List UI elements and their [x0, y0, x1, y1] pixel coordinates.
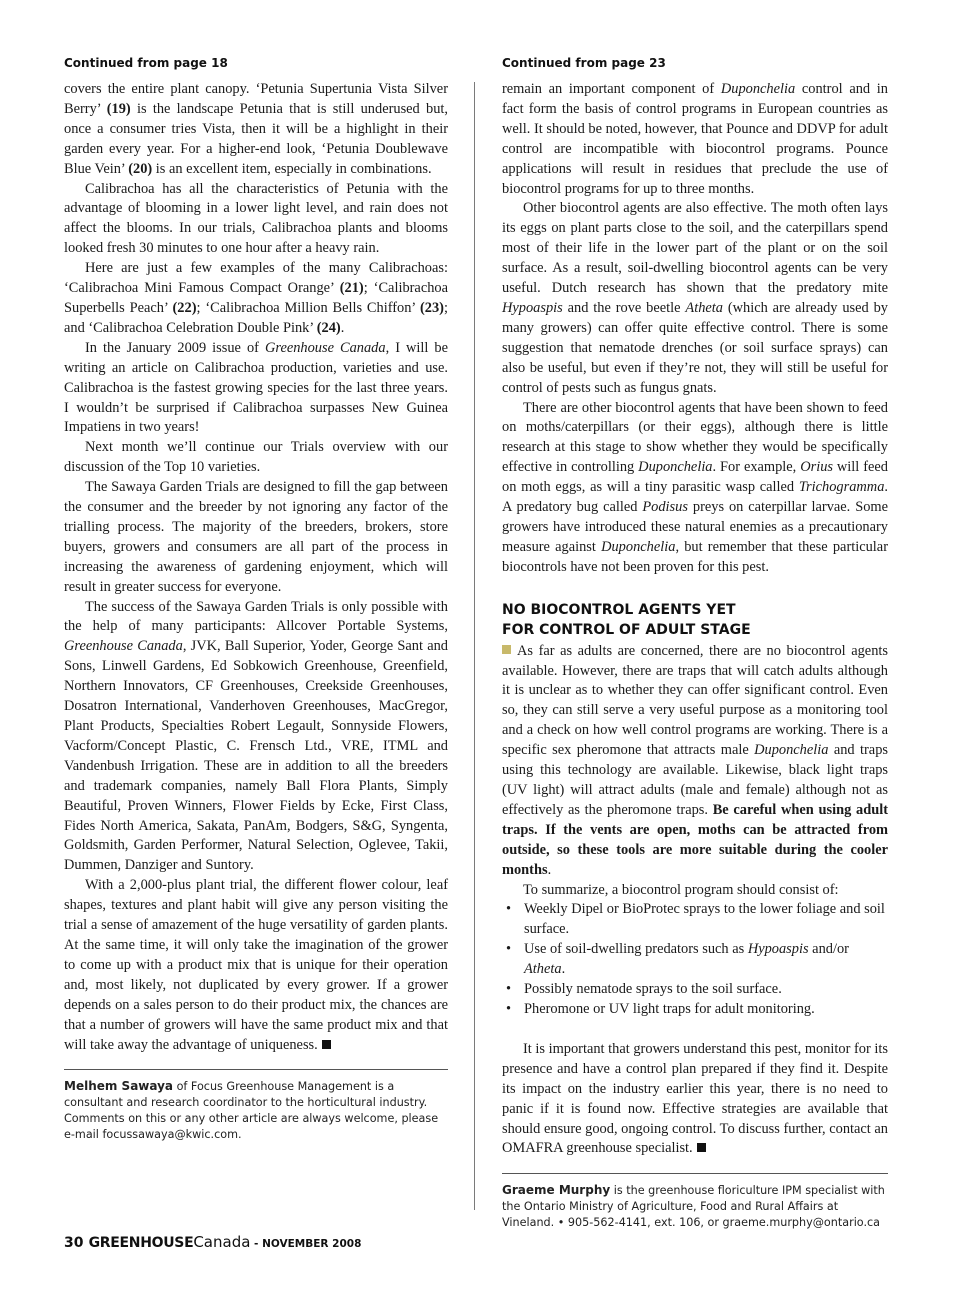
author-bio: Melhem Sawaya of Focus Greenhouse Management is a consultant and research coordinator to the horticultural industry. Comments on this or any other article are always welcome, please e-mail focussawaya@kwic.com.: [64, 1079, 439, 1142]
section-heading-line: NO BIOCONTROL AGENTS YET: [502, 601, 736, 618]
paragraph: Calibrachoa has all the characteristics of Petunia with the advantage of blooming in a lower light level, and rain does not affect the blooms. In our trials, Calibrachoa plants and blooms looked fresh 30 minutes to one hour after a heavy rain.: [64, 180, 448, 257]
paragraph: There are other biocontrol agents that have been shown to feed on moths/caterpillars (or their eggs), although there is little research at this stage to show whether they would be specifically effective in controlling Duponchelia. For example, Orius will feed on moth eggs, as will a tiny parasitic wasp called Trichogramma. A predatory bug called Podisus preys on caterpillar larvae. Some growers have introduced these natural enemies as a precautionary measure against Duponchelia, but remember that these particular biocontrols have not been proven for this pest.: [502, 399, 888, 575]
left-column: [64, 56, 448, 1143]
paragraph: The success of the Sawaya Garden Trials is only possible with the help of many participants: Allcover Portable Systems, Greenhouse Canada, JVK, Ball Superior, Yoder, George Sant and Sons, Linwell Gardens, Ed Sobkowich Greenhouse, Greenfield, Northern Innovators, CF Greenhouses, Creekside Greenhouses, Dosatron International, Vanderhoven Greenhouses, MacGregor, Plant Products, Specialties Robert Legault, Sonnyside Flowers, Vacform/Concept Plastic, C. Frensch Ltd., VRE, ITML and Vandenbush Irrigation. These are in addition to all the breeders and trademark companies, namely Ball Flora Plants, Simply Beautiful, Proven Winners, Flower Fields by Ecke, First Class, Fides North America, Sakata, PanAm, Bodgers, S&G, Syngenta, Goldsmith, Garden Performer, Natural Selection, Oglevee, Takii, Dummen, Danziger and Suntory.: [64, 598, 448, 874]
list-item: • Possibly nematode sprays to the soil surface.: [502, 980, 888, 1000]
right-column: [502, 56, 888, 1231]
section-heading-line: FOR CONTROL OF ADULT STAGE: [502, 621, 751, 638]
paragraph: Here are just a few examples of the many Calibrachoas: ‘Calibrachoa Mini Famous Compact Orange’ (21); ‘Calibrachoa Superbells Peach’ (22); ‘Calibrachoa Million Bells Chiffon’ (23); and ‘Calibrachoa Celebration Double Pink’ (24).: [64, 260, 448, 336]
author-bio: Graeme Murphy is the greenhouse floriculture IPM specialist with the Ontario Ministry of Agriculture, Food and Rural Affairs at Vineland. • 905-562-4141, ext. 106, or graeme.murphy@ontario.ca: [502, 1183, 885, 1230]
section-marker-icon: [502, 645, 511, 654]
column-divider: [474, 82, 475, 1210]
bullet-icon: •: [506, 901, 512, 918]
paragraph: With a 2,000-plus plant trial, the different flower colour, leaf shapes, textures and plant habit will give any person visiting the trial a sense of amazement of the huge versatility of garden plants. At the same time, it will only take the imagination of the grower to come up with a product mix that is unique for their operation and, most likely, not duplicated by every grower. If a grower depends on a sales person to do their product mix, the chances are that a number of growers will have the same product mix and that will take away the advantage of uniqueness.: [64, 877, 448, 1053]
paragraph: In the January 2009 issue of Greenhouse Canada, I will be writing an article on Calibrachoa production, varieties and use. Calibrachoa is the fastest growing species for the last three years. I wouldn’t be surprised if Calibrachoa surpasses New Guinea Impatiens in two years!: [64, 339, 448, 436]
magazine-name: GREENHOUSE: [88, 1235, 194, 1251]
paragraph: As far as adults are concerned, there are no biocontrol agents available. However, there are traps that will catch adults although it is unclear as to whether they can offer significant control. Even so, they can still serve a very useful purpose as a monitoring tool and a check on how well control programs are working. There is a specific sex pheromone that attracts male Duponchelia and traps using this technology are available. Likewise, black light traps (UV light) will attract adults (male and female) although not as effectively as the pheromone traps. Be careful when using adult traps. If the vents are open, moths can be attracted from outside, so these tools are more suitable during the cooler months.: [502, 642, 888, 878]
list-item: • Use of soil-dwelling predators such as Hypoaspis and/or Atheta.: [506, 941, 849, 978]
divider: [502, 1173, 888, 1174]
paragraph: The Sawaya Garden Trials are designed to fill the gap between the consumer and the breeder by not ignoring any factor of the trialling process. The majority of the breeders, brokers, store buyers, growers and consumers are all part of the process in increasing the awareness of gardening enjoyment, which will result in greater success for everyone.: [64, 479, 448, 595]
list-item: • Pheromone or UV light traps for adult monitoring.: [502, 1000, 888, 1020]
list-item: • Weekly Dipel or BioProtec sprays to the lower foliage and soil surface.: [506, 901, 885, 938]
section-heading: [502, 600, 888, 640]
bullet-icon: •: [506, 941, 512, 958]
bullet-list: [502, 900, 888, 1019]
page-number: 30: [64, 1235, 84, 1251]
paragraph: It is important that growers understand this pest, monitor for its presence and have a control plan prepared if they find it. Despite its impact on the industry earlier this year, there is no need to panic if it is found now. Effective strategies are available that should ensure good, ongoing control. To discuss further, contact an OMAFRA greenhouse specialist.: [502, 1040, 888, 1157]
bullet-icon: •: [506, 981, 512, 998]
end-mark-icon: [322, 1040, 331, 1049]
paragraph: remain an important component of Duponchelia control and in fact form the basis of control programs in European countries as well. It should be noted, however, that Pounce and DDVP for adult control are incompatible with biocontrol programs. Pounce applications will result in residues that preclude the use of biocontrol programs for up to three months.: [502, 81, 888, 197]
paragraph: Next month we’ll continue our Trials overview with our discussion of the Top 10 varieties.: [64, 439, 448, 476]
paragraph: To summarize, a biocontrol program should consist of:: [523, 881, 839, 898]
page-footer: [64, 1232, 361, 1251]
continued-from-label: Continued from page 18: [64, 56, 228, 70]
divider: [64, 1069, 448, 1070]
end-mark-icon: [697, 1143, 706, 1152]
magazine-name-suffix: Canada: [193, 1233, 251, 1251]
paragraph: Other biocontrol agents are also effective. The moth often lays its eggs on plant parts close to the soil, and the caterpillars spend most of their life in the lower part of the plant or on the soil surface. As a result, soil-dwelling biocontrol agents can be very useful. Dutch research has shown that the predatory mite Hypoaspis and the rove beetle Atheta (which are already used by many growers) can offer quite effective control. There is some suggestion that nematode drenches (or soil surface sprays) can also be useful, but even if they’re not, they will still be useful for control of pests such as fungus gnats.: [502, 200, 888, 396]
issue-date: - NOVEMBER 2008: [250, 1238, 362, 1250]
paragraph: covers the entire plant canopy. ‘Petunia Supertunia Vista Silver Berry’ (19) is the landscape Petunia that is still underused but, once a consumer tries Vista, then it will be a highlight in their garden every year. For a higher-end look, ‘Petunia Doublewave Blue Vein’ (20) is an excellent item, especially in combinations.: [64, 81, 448, 177]
continued-from-label: Continued from page 23: [502, 56, 666, 70]
bullet-icon: •: [506, 1000, 512, 1017]
